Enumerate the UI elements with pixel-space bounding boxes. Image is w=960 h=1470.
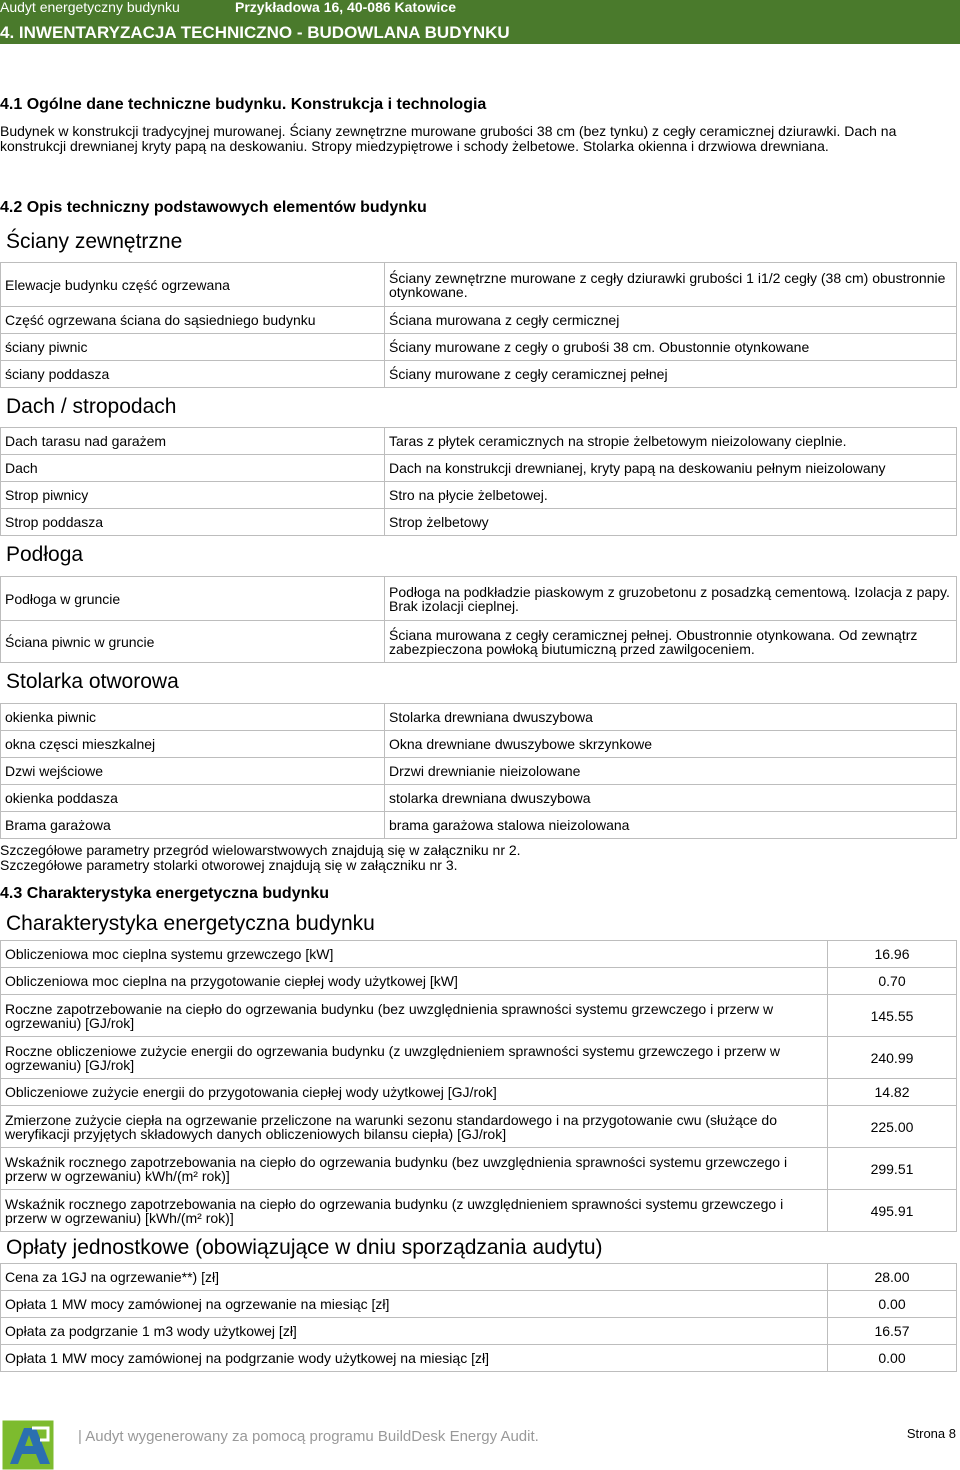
walls-table <box>0 262 957 388</box>
page-footer <box>0 1410 960 1469</box>
element-description: Stolarka drewniana dwuszybowa <box>385 704 957 731</box>
element-name: ściany piwnic <box>1 334 385 361</box>
element-description: Ściany zewnętrzne murowane z cegły dziurawki grubości 1 i1/2 cegły (38 cm) obustronnie otynkowane. <box>385 263 957 307</box>
parameter-value: 145.55 <box>828 995 957 1037</box>
table-row <box>1 361 957 388</box>
table-row <box>1 482 957 509</box>
element-description: Ściana murowana z cegły ceramicznej pełnej. Obustronnie otynkowana. Od zewnątrz zabezpieczona powłoką biutumiczną przed zawilgoceniem. <box>385 621 957 663</box>
section-43-title: 4.3 Charakterystyka energetyczna budynku <box>0 885 330 902</box>
table-row <box>1 509 957 536</box>
table-row <box>1 1264 957 1291</box>
element-description: Strop żelbetowy <box>385 509 957 536</box>
footer-text: | Audyt wygenerowany za pomocą programu BuildDesk Energy Audit. <box>78 1428 539 1445</box>
table-row <box>1 577 957 621</box>
table-row <box>1 812 957 839</box>
parameter-name: Wskaźnik rocznego zapotrzebowania na ciepło do ogrzewania budynku (bez uwzględnienia sprawności systemu grzewczego i przerw w ogrzewaniu) kWh/(m² rok)] <box>1 1148 828 1190</box>
section-41-title: 4.1 Ogólne dane techniczne budynku. Konstrukcja i technologia <box>0 96 487 113</box>
element-description: stolarka drewniana dwuszybowa <box>385 785 957 812</box>
element-name: Strop poddasza <box>1 509 385 536</box>
energy-table <box>0 940 957 1232</box>
table-row <box>1 731 957 758</box>
fee-value: 28.00 <box>828 1264 957 1291</box>
table-row <box>1 1291 957 1318</box>
building-address: Przykładowa 16, 40-086 Katowice <box>235 0 456 15</box>
parameter-name: Roczne obliczeniowe zużycie energii do ogrzewania budynku (z uwzględnieniem sprawności systemu grzewczego i przerw w ogrzewaniu) [GJ/rok] <box>1 1037 828 1079</box>
element-description: Stro na płycie żelbetowej. <box>385 482 957 509</box>
page-header <box>0 0 960 44</box>
element-description: Drzwi drewnianie nieizolowane <box>385 758 957 785</box>
element-name: Dach tarasu nad garażem <box>1 428 385 455</box>
table-row <box>1 1345 957 1372</box>
element-name: okna częsci mieszkalnej <box>1 731 385 758</box>
element-name: okienka piwnic <box>1 704 385 731</box>
parameter-name: Obliczeniowa moc cieplna na przygotowanie ciepłej wody użytkowej [kW] <box>1 968 828 995</box>
roof-heading: Dach / stropodach <box>6 395 177 418</box>
builddesk-logo-icon <box>2 1420 54 1470</box>
section-42-title: 4.2 Opis techniczny podstawowych elementów budynku <box>0 199 427 216</box>
parameter-value: 225.00 <box>828 1106 957 1148</box>
parameter-value: 240.99 <box>828 1037 957 1079</box>
table-row <box>1 995 957 1037</box>
fee-name: Opłata za podgrzanie 1 m3 wody użytkowej [zł] <box>1 1318 828 1345</box>
parameter-name: Obliczeniowe zużycie energii do przygotowania ciepłej wody użytkowej [GJ/rok] <box>1 1079 828 1106</box>
energy-heading: Charakterystyka energetyczna budynku <box>6 912 375 935</box>
element-name: Elewacje budynku część ogrzewana <box>1 263 385 307</box>
table-row <box>1 785 957 812</box>
element-description: Taras z płytek ceramicznych na stropie żelbetowym nieizolowany cieplnie. <box>385 428 957 455</box>
audit-title: Audyt energetyczny budynku <box>0 0 180 15</box>
element-description: Ściany murowane z cegły o grubośi 38 cm. Obustonnie otynkowane <box>385 334 957 361</box>
parameter-name: Roczne zapotrzebowanie na ciepło do ogrzewania budynku (bez uwzględnienia sprawności systemu grzewczego i przerw w ogrzewaniu) [GJ/rok] <box>1 995 828 1037</box>
table-row <box>1 334 957 361</box>
element-name: Dzwi wejściowe <box>1 758 385 785</box>
element-name: Dach <box>1 455 385 482</box>
parameter-name: Obliczeniowa moc cieplna systemu grzewczego [kW] <box>1 941 828 968</box>
table-row <box>1 1148 957 1190</box>
table-row <box>1 621 957 663</box>
element-description: Dach na konstrukcji drewnianej, kryty papą na deskowaniu pełnym nieizolowany <box>385 455 957 482</box>
element-description: brama garażowa stalowa nieizolowana <box>385 812 957 839</box>
element-description: Okna drewniane dwuszybowe skrzynkowe <box>385 731 957 758</box>
parameter-value: 299.51 <box>828 1148 957 1190</box>
floor-heading: Podłoga <box>6 543 84 566</box>
section-41-text: Budynek w konstrukcji tradycyjnej murowanej. Ściany zewnętrzne murowane grubości 38 cm (bez tynku) z cegły ceramicznej dziurawki. Dach na konstrukcji drewnianej kryty papą na deskowaniu. Stropy miedzypiętrowe i schody żelbetowe. Stolarka okienna i drzwiowa drewniana. <box>0 123 897 154</box>
floor-table <box>0 576 957 663</box>
parameter-value: 14.82 <box>828 1079 957 1106</box>
joinery-table <box>0 703 957 839</box>
element-name: ściany poddasza <box>1 361 385 388</box>
parameter-name: Zmierzone zużycie ciepła na ogrzewanie przeliczone na warunki sezonu standardowego i na przygotowanie cwu (służące do weryfikacji przyjętych składowych danych obliczeniowych bilansu ciepła) [GJ/rok] <box>1 1106 828 1148</box>
table-row <box>1 1037 957 1079</box>
table-row <box>1 307 957 334</box>
joinery-heading: Stolarka otworowa <box>6 670 179 693</box>
note-partitions: Szczegółowe parametry przegród wielowarstwowych znajdują się w załączniku nr 2. <box>0 842 521 858</box>
element-name: Część ogrzewana ściana do sąsiedniego budynku <box>1 307 385 334</box>
page-number: Strona 8 <box>906 1426 956 1441</box>
element-name: okienka poddasza <box>1 785 385 812</box>
table-row <box>1 941 957 968</box>
table-row <box>1 455 957 482</box>
element-description: Podłoga na podkładzie piaskowym z gruzobetonu z posadzką cementową. Izolacja z papy. Brak izolacji cieplnej. <box>385 577 957 621</box>
parameter-value: 0.70 <box>828 968 957 995</box>
table-row <box>1 1106 957 1148</box>
walls-heading: Ściany zewnętrzne <box>6 230 183 253</box>
table-row <box>1 1190 957 1232</box>
table-row <box>1 968 957 995</box>
fee-value: 0.00 <box>828 1345 957 1372</box>
fees-heading: Opłaty jednostkowe (obowiązujące w dniu sporządzania audytu) <box>6 1236 603 1259</box>
table-row <box>1 1079 957 1106</box>
note-joinery: Szczegółowe parametry stolarki otworowej znajdują się w załączniku nr 3. <box>0 857 458 873</box>
element-description: Ściany murowane z cegły ceramicznej pełnej <box>385 361 957 388</box>
parameter-value: 495.91 <box>828 1190 957 1232</box>
fee-name: Opłata 1 MW mocy zamówionej na ogrzewanie na miesiąc [zł] <box>1 1291 828 1318</box>
table-row <box>1 704 957 731</box>
chapter-title: 4. INWENTARYZACJA TECHNICZNO - BUDOWLANA BUDYNKU <box>0 23 510 42</box>
parameter-name: Wskaźnik rocznego zapotrzebowania na ciepło do ogrzewania budynku (z uwzględnieniem sprawności systemu grzewczego i przerw w ogrzewaniu) [kWh/(m² rok)] <box>1 1190 828 1232</box>
element-name: Podłoga w gruncie <box>1 577 385 621</box>
element-name: Ściana piwnic w gruncie <box>1 621 385 663</box>
table-row <box>1 1318 957 1345</box>
table-row <box>1 263 957 307</box>
table-row <box>1 428 957 455</box>
roof-table <box>0 427 957 536</box>
element-name: Brama garażowa <box>1 812 385 839</box>
element-description: Ściana murowana z cegły cermicznej <box>385 307 957 334</box>
parameter-value: 16.96 <box>828 941 957 968</box>
table-row <box>1 758 957 785</box>
fee-name: Cena za 1GJ na ogrzewanie**) [zł] <box>1 1264 828 1291</box>
fees-table <box>0 1263 957 1372</box>
fee-value: 0.00 <box>828 1291 957 1318</box>
fee-name: Opłata 1 MW mocy zamówionej na podgrzanie wody użytkowej na miesiąc [zł] <box>1 1345 828 1372</box>
element-name: Strop piwnicy <box>1 482 385 509</box>
fee-value: 16.57 <box>828 1318 957 1345</box>
